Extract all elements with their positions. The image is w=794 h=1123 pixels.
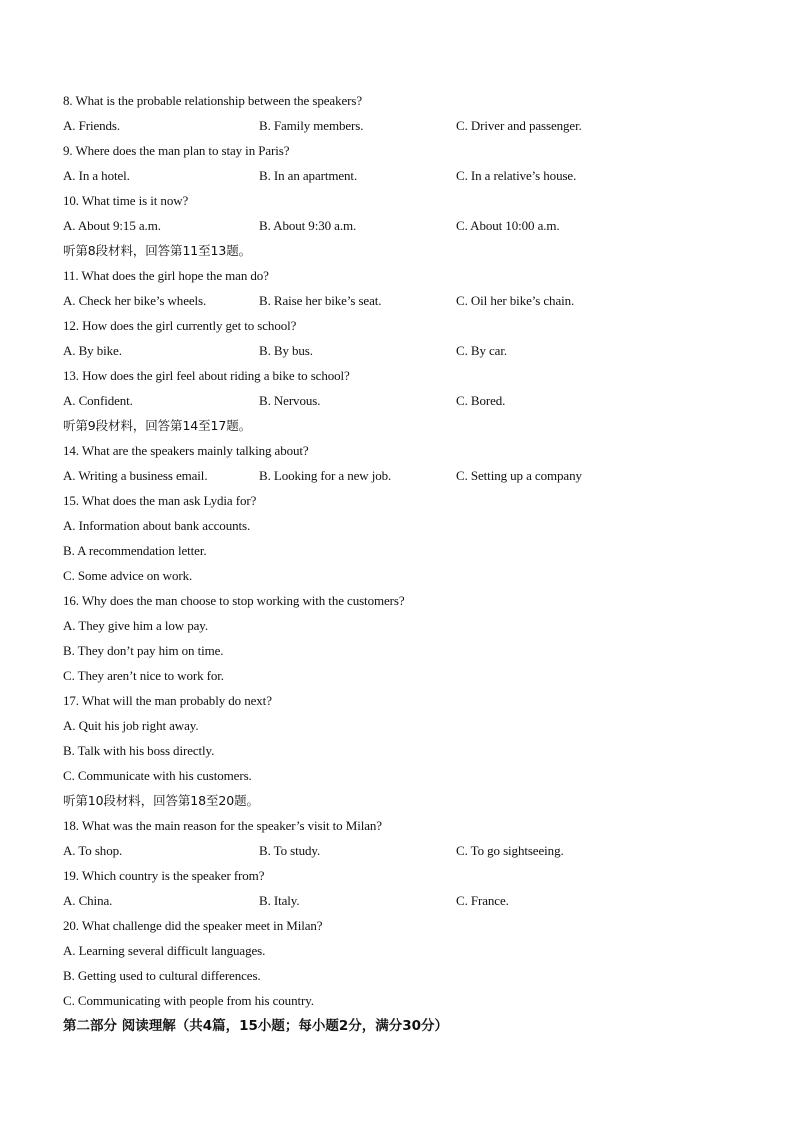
option-b: B. Nervous. — [259, 393, 321, 408]
option-a: A. In a hotel. — [63, 168, 130, 183]
question-stem: 9. Where does the man plan to stay in Paris? — [63, 143, 290, 158]
question-stem: 14. What are the speakers mainly talking about? — [63, 443, 309, 458]
options-11 — [63, 288, 743, 313]
question-stem: 12. How does the girl currently get to school? — [63, 318, 297, 333]
question-stem: 17. What will the man probably do next? — [63, 693, 272, 708]
option-c: C. They aren’t nice to work for. — [63, 668, 224, 683]
option-a: A. To shop. — [63, 843, 123, 858]
question-10 — [63, 188, 743, 213]
option-c: C. By car. — [456, 343, 507, 358]
option-a: A. China. — [63, 893, 113, 908]
option-a: A. Confident. — [63, 393, 133, 408]
question-14 — [63, 438, 743, 463]
question-stem: 8. What is the probable relationship between the speakers? — [63, 93, 362, 108]
question-11 — [63, 263, 743, 288]
question-stem: 10. What time is it now? — [63, 193, 189, 208]
option-a: A. Friends. — [63, 118, 121, 133]
question-stem: 13. How does the girl feel about riding a bike to school? — [63, 368, 350, 383]
option-a: A. They give him a low pay. — [63, 618, 208, 633]
option-a: A. Information about bank accounts. — [63, 518, 251, 533]
option-b: B. Getting used to cultural differences. — [63, 968, 261, 983]
section-heading-reading: 第二部分 阅读理解（共4篇，15小题；每小题2分，满分30分） — [63, 1018, 449, 1034]
question-18 — [63, 813, 743, 838]
option-a: A. Check her bike’s wheels. — [63, 293, 207, 308]
options-9 — [63, 163, 743, 188]
option-c: C. In a relative’s house. — [456, 168, 577, 183]
options-10 — [63, 213, 743, 238]
option-b: B. Raise her bike’s seat. — [259, 293, 382, 308]
question-16 — [63, 588, 743, 613]
option-c: C. Setting up a company — [456, 468, 582, 483]
option-b: B. About 9:30 a.m. — [259, 218, 357, 233]
question-stem: 19. Which country is the speaker from? — [63, 868, 265, 883]
options-8 — [63, 113, 743, 138]
question-stem: 16. Why does the man choose to stop working with the customers? — [63, 593, 405, 608]
option-c: C. Oil her bike’s chain. — [456, 293, 575, 308]
option-a: A. Writing a business email. — [63, 468, 208, 483]
option-a: A. By bike. — [63, 343, 122, 358]
option-b: B. In an apartment. — [259, 168, 358, 183]
question-stem: 15. What does the man ask Lydia for? — [63, 493, 257, 508]
question-stem: 11. What does the girl hope the man do? — [63, 268, 269, 283]
option-c: C. About 10:00 a.m. — [456, 218, 560, 233]
instruction-passage-8: 听第8段材料，回答第11至13题。 — [63, 243, 252, 258]
option-c: C. Bored. — [456, 393, 506, 408]
question-20 — [63, 913, 743, 938]
options-18 — [63, 838, 743, 863]
question-13 — [63, 363, 743, 388]
option-c: C. Some advice on work. — [63, 568, 193, 583]
option-b: B. Talk with his boss directly. — [63, 743, 215, 758]
option-c: C. Driver and passenger. — [456, 118, 582, 133]
option-a: A. About 9:15 a.m. — [63, 218, 161, 233]
options-13 — [63, 388, 743, 413]
option-a: A. Quit his job right away. — [63, 718, 199, 733]
option-b: B. By bus. — [259, 343, 313, 358]
option-b: B. Italy. — [259, 893, 300, 908]
question-15 — [63, 488, 743, 513]
question-9 — [63, 138, 743, 163]
instruction-passage-10: 听第10段材料，回答第18至20题。 — [63, 793, 259, 808]
options-14 — [63, 463, 743, 488]
question-8 — [63, 88, 743, 113]
exam-page — [63, 88, 743, 1040]
question-12 — [63, 313, 743, 338]
question-stem: 20. What challenge did the speaker meet in Milan? — [63, 918, 323, 933]
instruction-passage-9: 听第9段材料，回答第14至17题。 — [63, 418, 252, 433]
options-19 — [63, 888, 743, 913]
option-b: B. Family members. — [259, 118, 364, 133]
option-a: A. Learning several difficult languages. — [63, 943, 266, 958]
question-19 — [63, 863, 743, 888]
options-12 — [63, 338, 743, 363]
option-b: B. A recommendation letter. — [63, 543, 207, 558]
question-17 — [63, 688, 743, 713]
option-c: C. To go sightseeing. — [456, 843, 564, 858]
option-c: C. Communicate with his customers. — [63, 768, 252, 783]
option-b: B. They don’t pay him on time. — [63, 643, 224, 658]
question-stem: 18. What was the main reason for the speaker’s visit to Milan? — [63, 818, 382, 833]
option-b: B. To study. — [259, 843, 321, 858]
option-b: B. Looking for a new job. — [259, 468, 392, 483]
option-c: C. France. — [456, 893, 509, 908]
option-c: C. Communicating with people from his country. — [63, 993, 314, 1008]
